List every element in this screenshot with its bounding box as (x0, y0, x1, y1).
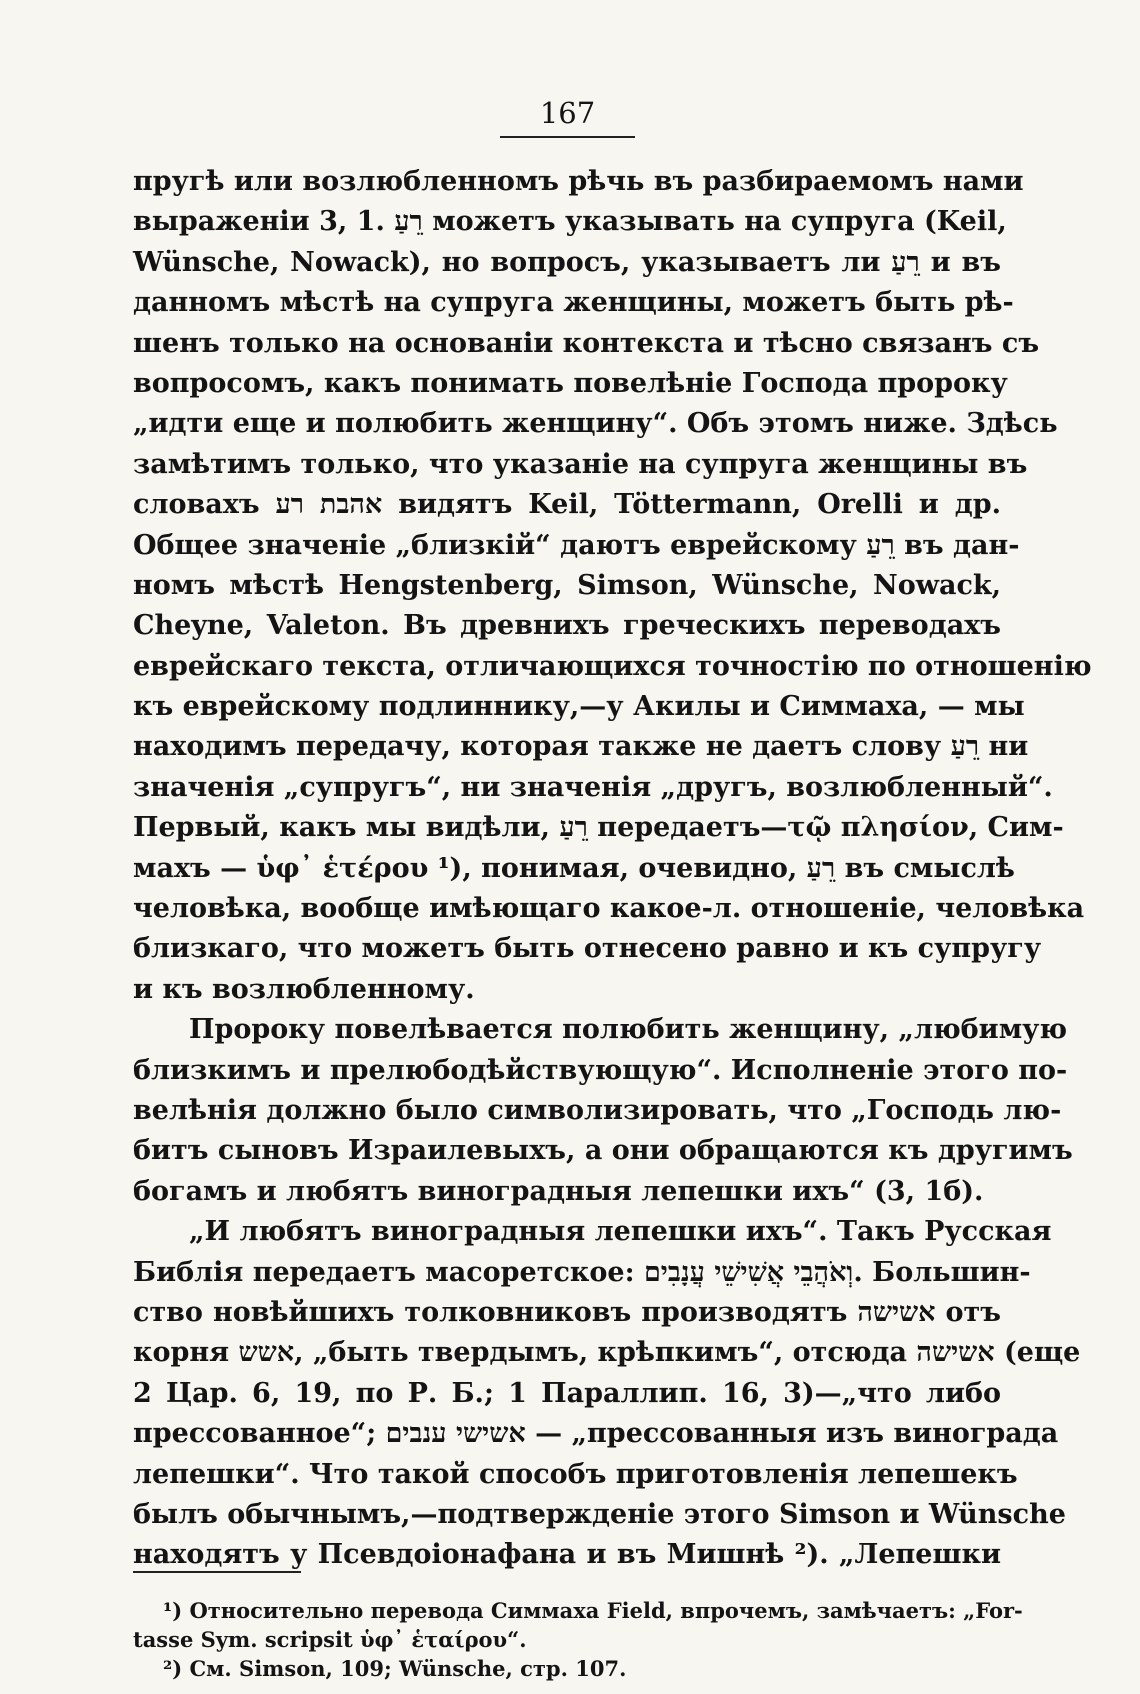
text-line: махъ — ὑφ᾿ ἑτέρου ¹), понимая, очевидно, רֵעַ въ смыслѣ (133, 852, 1015, 884)
footnote-line: ¹) Относительно перевода Симмаха Field, впрочемъ, замѣчаетъ: „For- (163, 1598, 1023, 1623)
text-line: находимъ передачу, которая также не даетъ слову רֵעַ ни (133, 731, 1029, 763)
body-text (133, 162, 1092, 1576)
text-line: и къ возлюбленному. (133, 973, 475, 1005)
text-line: Wünsche, Nowack), но вопросъ, указываетъ ли רֵעַ и въ (133, 246, 1001, 278)
text-line: шенъ только на основаніи контекста и тѣсно связанъ съ (133, 327, 1040, 359)
text-line: битъ сыновъ Израилевыхъ, а они обращаются къ другимъ (133, 1135, 1073, 1167)
page-number: 167 (539, 96, 596, 130)
text-line: замѣтимъ только, что указаніе на супруга женщины въ (133, 448, 1028, 480)
text-line: еврейскаго текста, отличающихся точностію по отношенію (133, 650, 1092, 682)
text-line: Cheyne, Valeton. Въ древнихъ греческихъ переводахъ (133, 610, 1001, 642)
text-line: выраженіи 3, 1. רֵעַ можетъ указывать на супруга (Keil, (133, 206, 1007, 238)
text-line: Первый, какъ мы видѣли, רֵעַ передаетъ—τῷ πλησίον, Сим- (133, 812, 1064, 844)
footnotes (133, 1596, 1023, 1683)
footnote-rule (133, 1571, 301, 1573)
text-line: ство новѣйшихъ толковниковъ производятъ אשישה отъ (133, 1296, 1001, 1328)
text-line: Общее значеніе „близкій“ даютъ еврейскому רֵעַ въ дан- (133, 529, 1020, 561)
text-line: пругѣ или возлюбленномъ рѣчь въ разбираемомъ нами (133, 166, 1024, 197)
text-line: былъ обычнымъ,—подтвержденіе этого Simson и Wünsche (133, 1498, 1066, 1530)
text-line: корня אשש, „быть твердымъ, крѣпкимъ“, отсюда אשישה (еще (133, 1337, 1081, 1369)
text-line: вопросомъ, какъ понимать повелѣніе Господа пророку (133, 367, 1008, 399)
text-line: къ еврейскому подлиннику,—у Акилы и Симмаха, — мы (133, 691, 1025, 723)
text-line: лепешки“. Что такой способъ приготовленія лепешекъ (133, 1458, 1018, 1490)
text-line: прессованное“; אשישי ענבים — „прессованныя изъ винограда (133, 1418, 1059, 1450)
text-line: богамъ и любятъ виноградныя лепешки ихъ“ (3, 1б). (133, 1175, 984, 1207)
footnote-line: tasse Sym. scripsit ὑφ᾿ ἑταίρου“. (133, 1627, 527, 1652)
text-line: человѣка, вообще имѣющаго какое-л. отношеніе, человѣка (133, 893, 1085, 925)
footnote-line: ²) См. Simson, 109; Wünsche, стр. 107. (163, 1656, 627, 1681)
text-line: значенія „супругъ“, ни значенія „другъ, возлюбленный“. (133, 771, 1053, 803)
text-line: Библія передаетъ масоретское: וְאֹהֲבֵי אֲשִׁישֵׁי עֲנָבִים. Большин- (133, 1256, 1031, 1288)
page-number-rule (500, 136, 635, 138)
text-line: „идти еще и полюбить женщину“. Объ этомъ ниже. Здѣсь (133, 408, 1058, 440)
text-line: находятъ у Псевдоіонафана и въ Мишнѣ ²). „Лепешки (133, 1539, 1001, 1571)
text-line: Пророку повелѣвается полюбить женщину, „любимую (189, 1014, 1068, 1046)
text-line: 2 Цар. 6, 19, по Р. Б.; 1 Параллип. 16, 3)—„что либо (133, 1377, 1001, 1409)
text-line: велѣнія должно было символизировать, что „Господь лю- (133, 1094, 1062, 1126)
text-line: словахъ אהבת רע видятъ Keil, Töttermann, Orelli и др. (133, 489, 1002, 521)
text-line: близкимъ и прелюбодѣйствующую“. Исполненіе этого по- (133, 1054, 1068, 1086)
text-line: близкаго, что можетъ быть отнесено равно и къ супругу (133, 933, 1042, 965)
text-line: номъ мѣстѣ Hengstenberg, Simson, Wünsche, Nowack, (133, 569, 1001, 601)
text-line: „И любятъ виноградныя лепешки ихъ“. Такъ Русская (189, 1216, 1052, 1248)
text-line: данномъ мѣстѣ на супруга женщины, можетъ быть рѣ- (133, 287, 1014, 319)
